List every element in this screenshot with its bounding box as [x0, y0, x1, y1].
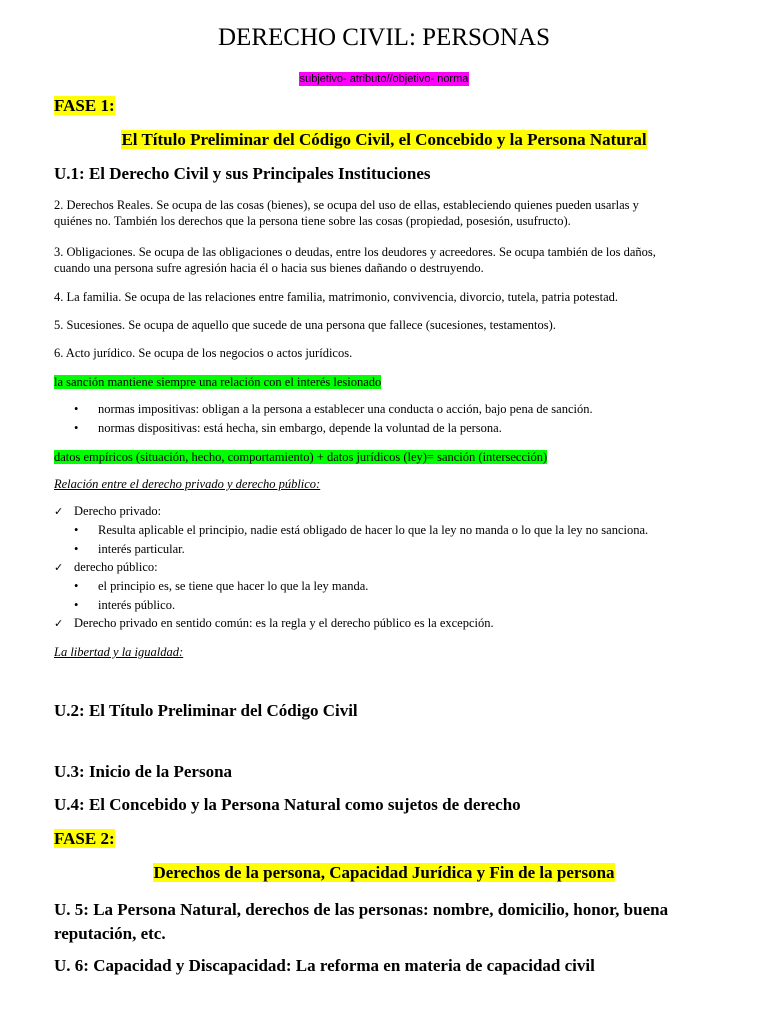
fase2-heading-wrap [0, 863, 768, 883]
u1-heading: U.1: El Derecho Civil y sus Principales Instituciones [54, 164, 431, 183]
u1-p3-line1: 3. Obligaciones. Se ocupa de las obligaciones o deudas, entre los deudores y acreedores. Se ocupa también de los daños, [54, 245, 656, 259]
u5-heading-line1: U. 5: La Persona Natural, derechos de las personas: nombre, domicilio, honor, buena [54, 900, 669, 919]
u1-paragraph-5: 5. Sucesiones. Se ocupa de aquello que sucede de una persona que fallece (sucesiones, testamentos). [54, 318, 556, 332]
bullet-icon: • [74, 579, 79, 593]
fase1-heading: El Título Preliminar del Código Civil, el Concebido y la Persona Natural [121, 130, 647, 149]
list-item: • normas impositivas: obligan a la persona a establecer una conducta o acción, bajo pena de sanción. [74, 402, 593, 416]
list-item: • Resulta aplicable el principio, nadie está obligado de hacer lo que la ley no manda o lo que la ley no sanciona. [74, 523, 649, 537]
bullet-icon: • [74, 421, 79, 435]
bullet-icon: • [74, 523, 79, 537]
list-item: • interés particular. [74, 542, 185, 556]
u1-paragraph-2 [54, 197, 639, 229]
fase1-label: FASE 1: [54, 96, 115, 115]
u1-p2-line2: quiénes no. También los derechos que la persona tiene sobre las cosas (propiedad, posesión, usufructo). [54, 214, 571, 228]
bullet-icon: • [74, 598, 79, 612]
fase2-label: FASE 2: [54, 829, 115, 848]
check-item: ✓ Derecho privado en sentido común: es la regla y el derecho público es la excepción. [54, 616, 494, 630]
page-title: DERECHO CIVIL: PERSONAS [218, 24, 550, 51]
fase2-label-wrap [54, 829, 115, 849]
check-icon: ✓ [54, 561, 64, 574]
sancion-note-wrap [54, 374, 381, 390]
fase2-heading: Derechos de la persona, Capacidad Jurídica y Fin de la persona [153, 863, 615, 882]
bullet-icon: • [74, 402, 79, 416]
u1-paragraph-4: 4. La familia. Se ocupa de las relaciones entre familia, matrimonio, convivencia, divorcio, tutela, patria potestad. [54, 290, 619, 304]
libertad-heading: La libertad y la igualdad: [54, 645, 184, 659]
u1-p2-line1: 2. Derechos Reales. Se ocupa de las cosas (bienes), se ocupa del uso de ellas, estableciendo quienes pueden usarlas y [54, 198, 639, 212]
u4-heading: U.4: El Concebido y la Persona Natural como sujetos de derecho [54, 795, 521, 814]
fase1-heading-wrap [0, 130, 768, 150]
u5-heading-line2: reputación, etc. [54, 924, 166, 943]
list-item: • normas dispositivas: está hecha, sin embargo, depende la voluntad de la persona. [74, 421, 502, 435]
list-item: • interés público. [74, 598, 176, 612]
bullet-icon: • [74, 542, 79, 556]
u1-paragraph-3 [54, 244, 656, 276]
subtitle-tag: subjetivo- atributo//objetivo- norma [299, 73, 469, 85]
fase1-label-wrap [54, 96, 115, 116]
u1-p3-line2: cuando una persona sufre agresión hacia él o hacia sus bienes dañando o destruyendo. [54, 261, 484, 275]
u6-heading: U. 6: Capacidad y Discapacidad: La reforma en materia de capacidad civil [54, 956, 595, 975]
relacion-heading: Relación entre el derecho privado y derecho público: [54, 477, 321, 491]
u3-heading: U.3: Inicio de la Persona [54, 762, 233, 781]
datos-note-wrap [54, 449, 547, 465]
u1-paragraph-6: 6. Acto jurídico. Se ocupa de los negocios o actos jurídicos. [54, 346, 353, 360]
datos-note: datos empíricos (situación, hecho, comportamiento) + datos jurídicos (ley)= sanción (intersección) [54, 450, 548, 464]
check-item: ✓ derecho público: [54, 560, 158, 574]
check-icon: ✓ [54, 617, 64, 630]
u2-heading: U.2: El Título Preliminar del Código Civil [54, 701, 358, 720]
subtitle-tag-wrap [0, 69, 768, 87]
sancion-note: la sanción mantiene siempre una relación con el interés lesionado [54, 375, 382, 389]
u5-heading [54, 898, 668, 946]
check-icon: ✓ [54, 505, 64, 518]
check-item: ✓ Derecho privado: [54, 504, 162, 518]
list-item: • el principio es, se tiene que hacer lo que la ley manda. [74, 579, 369, 593]
